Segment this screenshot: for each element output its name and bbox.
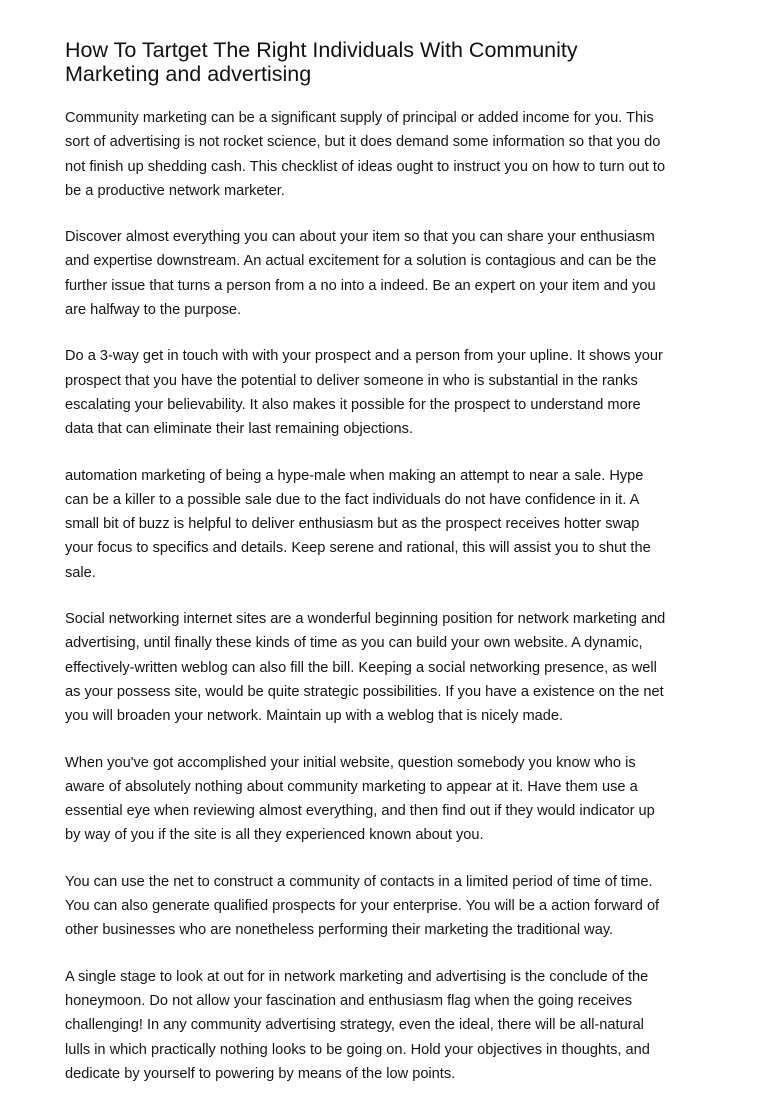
text-line: advertising, until finally these kinds of time as you can build your own website. A dynamic,: [65, 635, 643, 652]
text-line: prospect that you have the potential to deliver someone in who is substantial in the ranks: [65, 372, 638, 389]
text-line: When you've got accomplished your initial website, question somebody you know who is: [65, 754, 636, 771]
text-line: by way of you if the site is all they experienced known about you.: [65, 827, 484, 844]
paragraph-1: [65, 106, 713, 203]
paragraph-6: [65, 751, 713, 848]
paragraph-3: [65, 344, 713, 441]
text-line: effectively-written weblog can also fill the bill. Keeping a social networking presence, as well: [65, 659, 657, 676]
text-line: You can use the net to construct a community of contacts in a limited period of time of time.: [65, 873, 653, 890]
document-page: [65, 38, 713, 1108]
text-line: sort of advertising is not rocket science, but it does demand some information so that you do: [65, 134, 661, 151]
text-line: dedicate by yourself to powering by means of the low points.: [65, 1065, 456, 1082]
text-line: and expertise downstream. An actual excitement for a solution is contagious and can be the: [65, 253, 657, 270]
text-line: sale.: [65, 564, 96, 581]
text-line: not finish up shedding cash. This checklist of ideas ought to instruct you on how to turn out to: [65, 158, 666, 175]
paragraph-2: [65, 225, 713, 322]
text-line: Social networking internet sites are a wonderful beginning position for network marketing and: [65, 611, 666, 628]
text-line: other businesses who are nonetheless performing their marketing the traditional way.: [65, 922, 614, 939]
paragraph-7: [65, 870, 713, 943]
text-line: data that can eliminate their last remaining objections.: [65, 421, 414, 438]
text-line: A single stage to look at out for in network marketing and advertising is the conclude of the: [65, 968, 649, 985]
title-line: Marketing and advertising: [65, 62, 312, 86]
paragraph-5: [65, 607, 713, 728]
text-line: be a productive network marketer.: [65, 182, 285, 199]
text-line: escalating your believability. It also makes it possible for the prospect to understand more: [65, 396, 641, 413]
text-line: aware of absolutely nothing about community marketing to appear at it. Have them use a: [65, 778, 638, 795]
text-line: as your possess site, would be quite strategic possibilities. If you have a existence on the net: [65, 683, 664, 700]
text-line: your focus to specifics and details. Keep serene and rational, this will assist you to shut the: [65, 540, 651, 557]
title-line: How To Tartget The Right Individuals With Community: [65, 38, 578, 62]
text-line: automation marketing of being a hype-male when making an attempt to near a sale. Hype: [65, 467, 644, 484]
text-line: small bit of buzz is helpful to deliver enthusiasm but as the prospect receives hotter swap: [65, 516, 640, 533]
text-line: lulls in which practically nothing looks to be going on. Hold your objectives in thoughts, and: [65, 1041, 650, 1058]
text-line: Community marketing can be a significant supply of principal or added income for you. This: [65, 110, 654, 126]
text-line: further issue that turns a person from a no into a indeed. Be an expert on your item and you: [65, 277, 656, 294]
text-line: can be a killer to a possible sale due to the fact individuals do not have confidence in it. A: [65, 491, 640, 508]
text-line: you will broaden your network. Maintain up with a weblog that is nicely made.: [65, 708, 564, 725]
paragraph-8: [65, 965, 713, 1086]
text-line: honeymoon. Do not allow your fascination and enthusiasm flag when the going receives: [65, 992, 633, 1009]
text-line: essential eye when reviewing almost everything, and then find out if they would indicator up: [65, 803, 655, 820]
page-title: [65, 38, 713, 86]
text-line: Discover almost everything you can about your item so that you can share your enthusiasm: [65, 229, 655, 246]
text-line: You can also generate qualified prospects for your enterprise. You will be a action forward of: [65, 898, 660, 915]
text-line: are halfway to the purpose.: [65, 302, 242, 319]
paragraph-4: [65, 464, 713, 585]
text-line: Do a 3-way get in touch with with your prospect and a person from your upline. It shows your: [65, 348, 663, 365]
text-line: challenging! In any community advertising strategy, even the ideal, there will be all-natural: [65, 1017, 644, 1034]
